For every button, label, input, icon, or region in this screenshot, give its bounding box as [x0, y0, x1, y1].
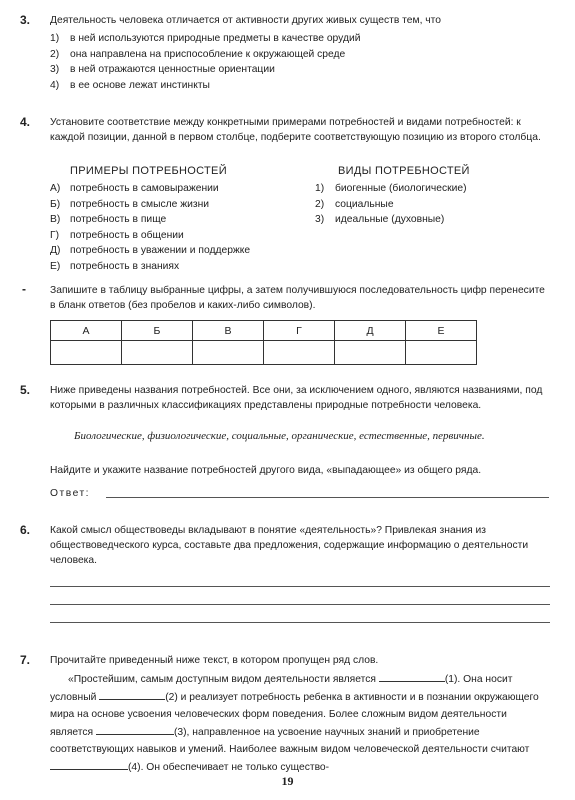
question-5-text: Ниже приведены названия потребностей. Все они, за исключением одного, являются названиями, под которыми в различных классификациях представлены природные потребности человека.: [50, 385, 543, 411]
page-number: 19: [281, 774, 294, 788]
example-v: В) потребность в пище: [50, 214, 167, 225]
blank-1[interactable]: [379, 670, 445, 682]
question-4-number: 4.: [20, 115, 31, 129]
question-7-text: Прочитайте приведенный ниже текст, в котором пропущен ряд слов.: [50, 655, 379, 666]
blank-3[interactable]: [96, 723, 174, 735]
answer-cell-a[interactable]: [51, 341, 122, 365]
question-5-number: 5.: [20, 383, 31, 397]
answer-header-b: Б: [122, 321, 193, 341]
answer-cell-b[interactable]: [122, 341, 193, 365]
question-7-number: 7.: [20, 653, 31, 667]
question-7-passage: «Простейшим, самым доступным видом деятельности является (1). Она носит условный (2) и реализует потребность ребенка в активности и в познании окружающего мира на основе усвоения человеческих форм поведения. Более сложным видом деятельности является (3), направленное на усвоение научных знаний и приобретение соответствующих навыков и умений. Наиболее важным видом человеческой деятельности считают (4). Он обеспечивает не только существо-: [50, 670, 550, 776]
answer-line-3[interactable]: [50, 622, 550, 623]
q3-option-4[interactable]: 4) в ее основе лежат инстинкты: [50, 79, 210, 91]
types-column-header: ВИДЫ ПОТРЕБНОСТЕЙ: [338, 165, 470, 177]
q4-instruction: Запишите в таблицу выбранные цифры, а затем получившуюся последовательность цифр перенесите в бланк ответов (без пробелов и каких-либо символов).: [50, 285, 545, 311]
q3-option-3[interactable]: 3) в ней отражаются ценностные ориентации: [50, 64, 275, 75]
type-2: 2) социальные: [315, 198, 394, 210]
answer-cell-e[interactable]: [406, 341, 477, 365]
answer-label: Ответ:: [50, 488, 91, 499]
examples-list: [50, 181, 330, 274]
question-3-number: 3.: [20, 13, 31, 27]
answer-header-g: Г: [264, 321, 335, 341]
answer-line[interactable]: [106, 497, 549, 498]
example-d: Д) потребность в уважении и поддержке: [50, 245, 251, 256]
blank-4[interactable]: [50, 758, 128, 770]
instruction-bullet: -: [22, 282, 26, 296]
example-g: Г) потребность в общении: [50, 229, 184, 241]
answer-table: [50, 320, 477, 365]
answer-header-a: А: [51, 321, 122, 341]
blank-2[interactable]: [99, 688, 165, 700]
answer-line-1[interactable]: [50, 586, 550, 587]
q3-option-2[interactable]: 2) она направлена на приспособление к окружающей среде: [50, 48, 346, 60]
answer-header-e: Е: [406, 321, 477, 341]
question-5-task: Найдите и укажите название потребностей другого вида, «выпадающее» из общего ряда.: [50, 465, 482, 476]
question-4-text: Установите соответствие между конкретными примерами потребностей и видами потребностей: к каждой позиции, данной в первом столбце, подберите соответствующую позицию из второго столбца.: [50, 117, 541, 143]
example-a: А) потребность в самовыражении: [50, 183, 219, 194]
answer-cell-v[interactable]: [193, 341, 264, 365]
answer-header-v: В: [193, 321, 264, 341]
types-list: [315, 181, 555, 228]
question-3-options: [50, 31, 550, 93]
question-3-text: Деятельность человека отличается от активности других живых существ тем, что: [50, 15, 441, 26]
q3-option-1[interactable]: 1) в ней используются природные предметы в качестве орудий: [50, 33, 361, 44]
example-e: Е) потребность в знаниях: [50, 260, 180, 272]
needs-list: Биологические, физиологические, социальные, органические, естественные, первичные.: [74, 430, 485, 442]
answer-header-d: Д: [335, 321, 406, 341]
answer-cell-d[interactable]: [335, 341, 406, 365]
examples-column-header: ПРИМЕРЫ ПОТРЕБНОСТЕЙ: [70, 165, 227, 177]
answer-line-2[interactable]: [50, 604, 550, 605]
question-6-number: 6.: [20, 523, 31, 537]
type-3: 3) идеальные (духовные): [315, 214, 445, 225]
type-1: 1) биогенные (биологические): [315, 183, 467, 194]
question-6-text: Какой смысл обществоведы вкладывают в понятие «деятельность»? Привлекая знания из обществоведческого курса, составьте два предложения, содержащие информацию о деятельности человека.: [50, 525, 529, 566]
answer-cell-g[interactable]: [264, 341, 335, 365]
example-b: Б) потребность в смысле жизни: [50, 198, 210, 210]
